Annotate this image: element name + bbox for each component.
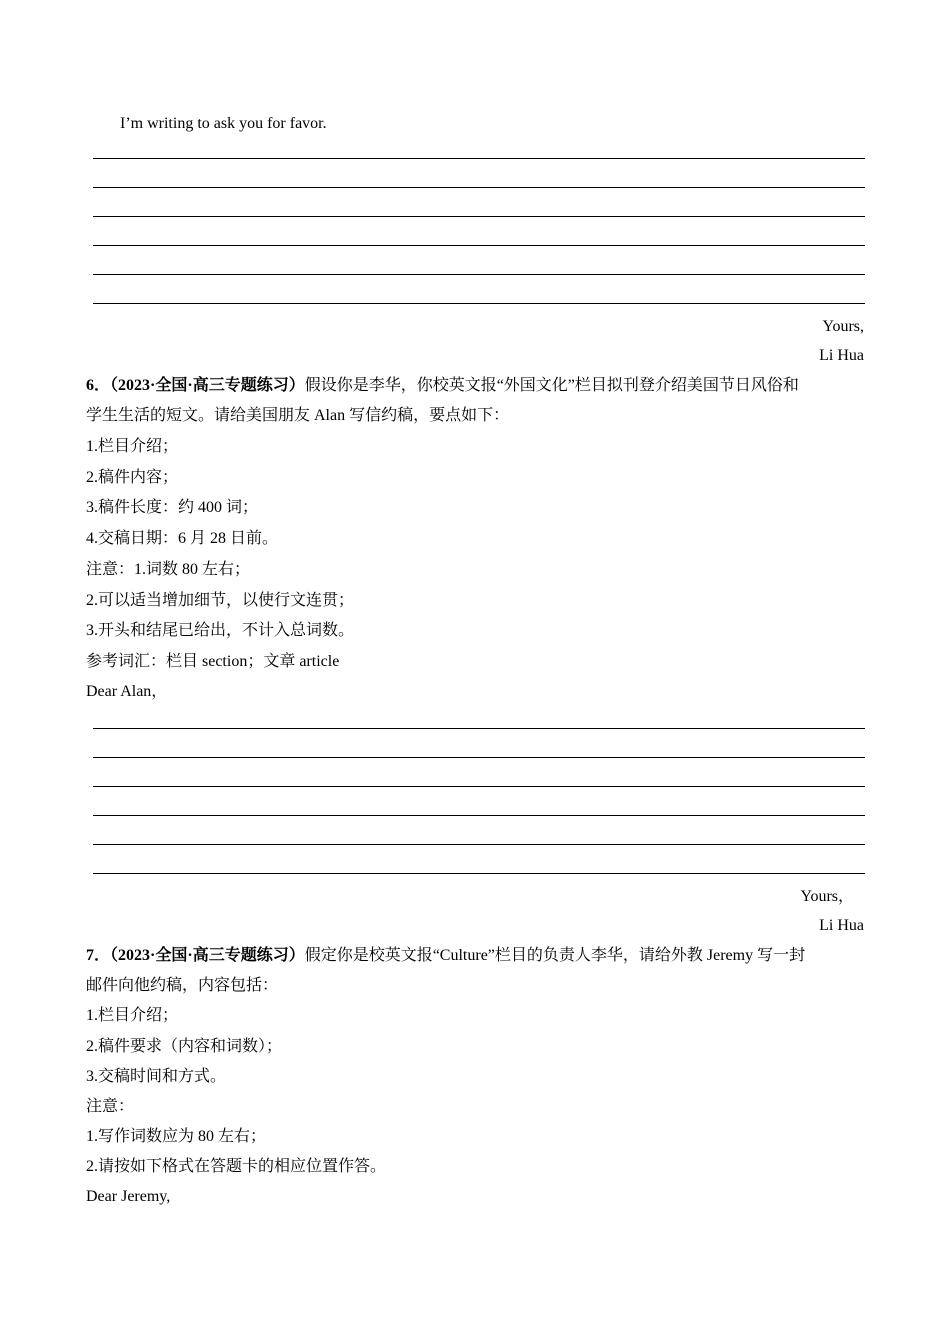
q6-prompt-line-2: 学生生活的短文。请给美国朋友 Alan 写信约稿，要点如下： (86, 407, 510, 424)
q7-note-label: 注意： (86, 1098, 135, 1115)
q7-prompt-line-2: 邮件向他约稿，内容包括： (86, 977, 279, 994)
answer-line (93, 216, 865, 217)
q7-number: 7． (86, 947, 111, 964)
q7-source: （2023·全国·高三专题练习） (110, 947, 305, 964)
q7-point-2: 2.稿件要求（内容和词数）； (86, 1038, 283, 1055)
q6-closing: Yours， (800, 888, 854, 905)
q6-prompt-text-1: 假设你是李华，你校英文报“外国文化”栏目拟刊登介绍美国节日风俗和 (304, 377, 799, 394)
q6-point-3: 3.稿件长度：约 400 词； (86, 499, 259, 516)
answer-line (93, 274, 865, 275)
q6-vocab: 参考词汇：栏目 section；文章 article (86, 653, 340, 670)
q6-number: 6． (86, 377, 111, 394)
q5-signature: Li Hua (819, 347, 864, 364)
q6-point-4: 4.交稿日期：6 月 28 日前。 (86, 530, 279, 547)
q7-note-2: 2.请按如下格式在答题卡的相应位置作答。 (86, 1158, 387, 1175)
answer-line (93, 757, 865, 758)
q6-point-2: 2.稿件内容； (86, 469, 179, 486)
q6-prompt-line-1 (86, 376, 799, 396)
answer-line (93, 303, 865, 304)
q6-note-1: 注意：1.词数 80 左右； (86, 561, 251, 578)
answer-line (93, 728, 865, 729)
answer-line (93, 187, 865, 188)
q7-greeting: Dear Jeremy, (86, 1188, 171, 1205)
answer-line (93, 786, 865, 787)
answer-line (93, 815, 865, 816)
q5-closing: Yours, (822, 318, 864, 335)
q7-point-3: 3.交稿时间和方式。 (86, 1068, 227, 1085)
q5-intro-line: I’m writing to ask you for favor. (120, 115, 327, 132)
answer-line (93, 158, 865, 159)
q7-prompt-line-1 (86, 946, 805, 966)
answer-line (93, 844, 865, 845)
q6-note-2: 2.可以适当增加细节，以使行文连贯； (86, 592, 355, 609)
q6-point-1: 1.栏目介绍； (86, 438, 179, 455)
q6-note-3: 3.开头和结尾已给出，不计入总词数。 (86, 622, 355, 639)
q7-point-1: 1.栏目介绍； (86, 1007, 179, 1024)
answer-line (93, 245, 865, 246)
q7-prompt-text-1: 假定你是校英文报“Culture”栏目的负责人李华，请给外教 Jeremy 写一封 (304, 947, 806, 964)
answer-line (93, 873, 865, 874)
q6-signature: Li Hua (819, 917, 864, 934)
q7-note-1: 1.写作词数应为 80 左右； (86, 1128, 267, 1145)
q6-greeting: Dear Alan， (86, 683, 168, 700)
q6-source: （2023·全国·高三专题练习） (110, 377, 305, 394)
